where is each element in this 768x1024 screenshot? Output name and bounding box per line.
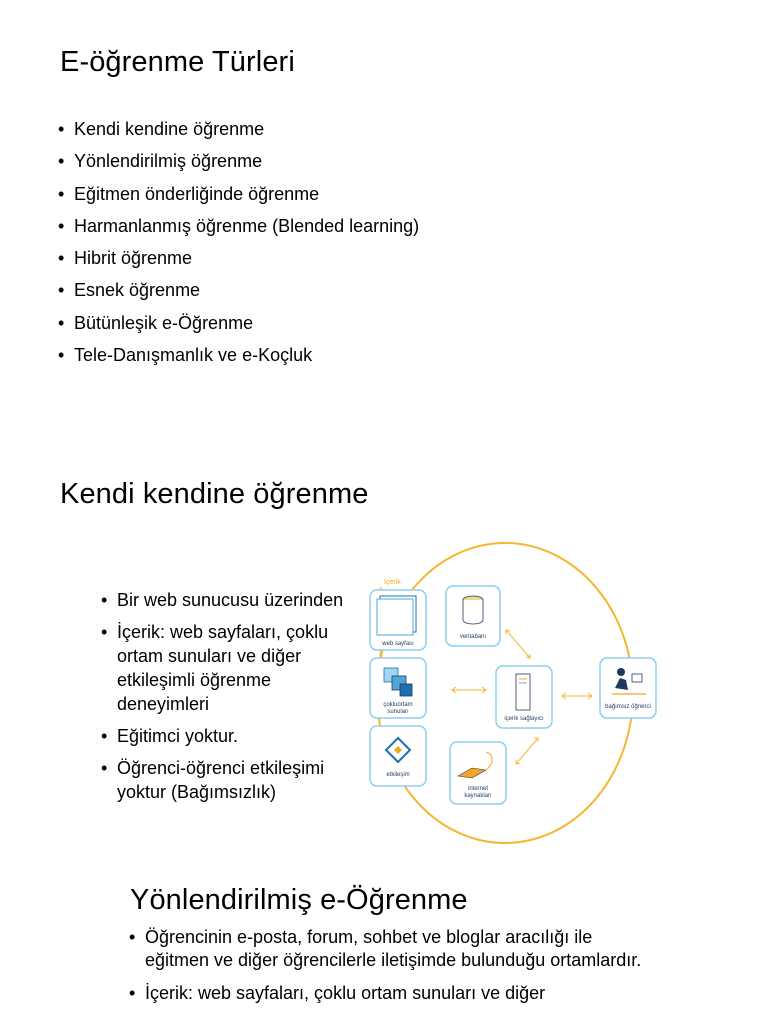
list-item: • Öğrencinin e-posta, forum, sohbet ve bloglar aracılığı ile eğitmen ve diğer öğrencilerle iletişimde bulunduğu ortamlardır. bbox=[129, 926, 649, 972]
list-item: • Yönlendirilmiş öğrenme bbox=[58, 149, 419, 181]
multimedia-node bbox=[370, 658, 426, 718]
list-item: • Bütünleşik e-Öğrenme bbox=[58, 311, 419, 343]
slide1-title: E-öğrenme Türleri bbox=[60, 46, 295, 78]
internet-label-1: internet bbox=[467, 786, 489, 792]
list-item: • İçerik: web sayfaları, çoklu ortam sunuları ve diğer bbox=[129, 982, 649, 1005]
self-learning-diagram bbox=[360, 538, 660, 848]
slide3-bullet-list bbox=[129, 926, 649, 1015]
content-server-label: içerik sağlayıcı bbox=[504, 716, 544, 722]
web-page-node bbox=[370, 590, 426, 650]
list-item: • Tele-Danışmanlık ve e-Koçluk bbox=[58, 343, 419, 375]
list-item: • Bir web sunucusu üzerinden bbox=[101, 588, 361, 612]
internet-label-2: kaynakları bbox=[464, 793, 492, 799]
database-node bbox=[446, 586, 500, 646]
web-page-label: web sayfası bbox=[382, 641, 414, 647]
database-label: veritabanı bbox=[459, 634, 487, 640]
list-item: • İçerik: web sayfaları, çoklu ortam sunuları ve diğer etkileşimli öğrenme deneyimleri bbox=[101, 620, 361, 716]
content-group-label: İçerik bbox=[384, 579, 401, 586]
independent-learner-label: bağımsız öğrenci bbox=[605, 704, 651, 710]
list-item: • Eğitimci yoktur. bbox=[101, 724, 361, 748]
slide2-title: Kendi kendine öğrenme bbox=[60, 478, 369, 510]
interaction-node bbox=[370, 726, 426, 786]
slide2-bullet-list bbox=[101, 588, 361, 812]
multimedia-label-2: sunuları bbox=[387, 709, 409, 715]
list-item: • Harmanlanmış öğrenme (Blended learning) bbox=[58, 214, 419, 246]
list-item: • Hibrit öğrenme bbox=[58, 246, 419, 278]
list-item: • Eğitmen önderliğinde öğrenme bbox=[58, 182, 419, 214]
list-item: • Öğrenci-öğrenci etkileşimi yoktur (Bağımsızlık) bbox=[101, 756, 361, 804]
list-item: • Kendi kendine öğrenme bbox=[58, 117, 419, 149]
slide3-title: Yönlendirilmiş e-Öğrenme bbox=[130, 884, 468, 916]
interaction-label: etkileşim bbox=[386, 772, 410, 778]
independent-learner-node bbox=[600, 658, 656, 718]
multimedia-label-1: çokluortam bbox=[383, 702, 413, 708]
learner-icon bbox=[617, 668, 625, 676]
internet-resources-node bbox=[450, 742, 506, 804]
slide1-bullet-list bbox=[58, 117, 419, 375]
list-item: • Esnek öğrenme bbox=[58, 278, 419, 310]
content-server-node bbox=[496, 666, 552, 728]
